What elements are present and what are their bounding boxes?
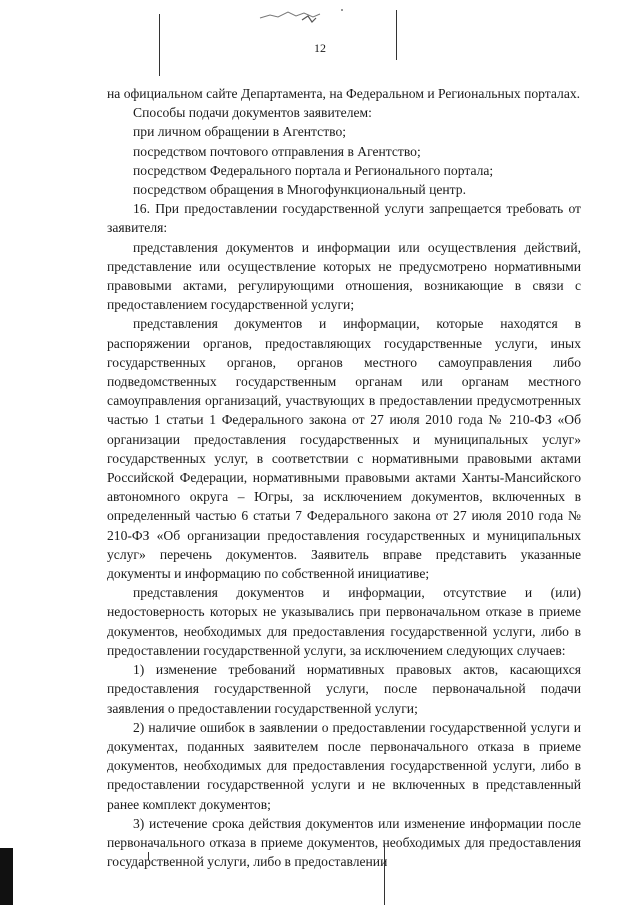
page-number: 12 <box>314 41 326 55</box>
body-paragraph: посредством обращения в Многофункциональный центр. <box>133 182 466 198</box>
list-item-paragraph: 3) истечение срока действия документов или изменение информации после первоначального отказа в приеме документов, необходимых для предоставления государственной услуги, либо в предоставлении <box>107 815 581 870</box>
body-paragraph: представления документов и информации или осуществления действий, представление или осуществление которых не предусмотрено нормативными правовыми актами, регулирующими отношения, возникающие в связи с предоставлением государственной услуги; <box>107 239 581 313</box>
scan-smudge-mark <box>258 4 348 24</box>
list-item-paragraph: 1) изменение требований нормативных правовых актов, касающихся предоставления государственной услуги, после первоначальной подачи заявления о предоставлении государственной услуги; <box>107 662 581 716</box>
body-paragraph: представления документов и информации, которые находятся в распоряжении органов, предоставляющих государственные услуги, иных государственных органов, органов местного самоуправления либо подведомственных государственным органам или органам местного самоуправления организаций, участвующих в предоставлении предусмотренных частью 1 статьи 1 Федерального закона от 27 июля 2010 года № 210-ФЗ «Об организации предоставления государственных и муниципальных услуг» государственных услуг, в соответствии с нормативными правовыми актами Российской Федерации, нормативными правовыми актами Ханты-Мансийского автономного округа – Югры, за исключением документов, включенных в определенный частью 6 статьи 7 Федерального закона от 27 июля 2010 года № 210-ФЗ «Об организации предоставления государственных и муниципальных услуг» перечень документов. Заявитель вправе представить указанные документы и информацию по собственной инициативе; <box>107 316 581 582</box>
body-paragraph: на официальном сайте Департамента, на Федеральном и Региональных порталах. <box>107 86 581 101</box>
body-paragraph: Способы подачи документов заявителем: <box>133 105 372 121</box>
scan-corner-block <box>0 848 13 905</box>
body-paragraph: посредством почтового отправления в Агентство; <box>133 143 421 159</box>
document-body <box>107 84 581 871</box>
body-paragraph: при личном обращении в Агентство; <box>133 124 347 140</box>
body-paragraph: посредством Федерального портала и Регионального портала; <box>133 162 494 178</box>
list-item-paragraph: 2) наличие ошибок в заявлении о предоставлении государственной услуги и документах, поданных заявителем после первоначального отказа в приеме документов, необходимых для предоставления государственной услуги, либо в предоставлении государственной услуги и не включенных в представленный ранее комплект документов; <box>107 719 581 812</box>
body-paragraph: представления документов и информации, отсутствие и (или) недостоверность которых не указывались при первоначальном отказе в приеме документов, необходимых для предоставления государственной услуги, либо в предоставлении государственной услуги, за исключением следующих случаев: <box>107 585 581 658</box>
body-paragraph: 16. При предоставлении государственной услуги запрещается требовать от заявителя: <box>107 201 581 236</box>
